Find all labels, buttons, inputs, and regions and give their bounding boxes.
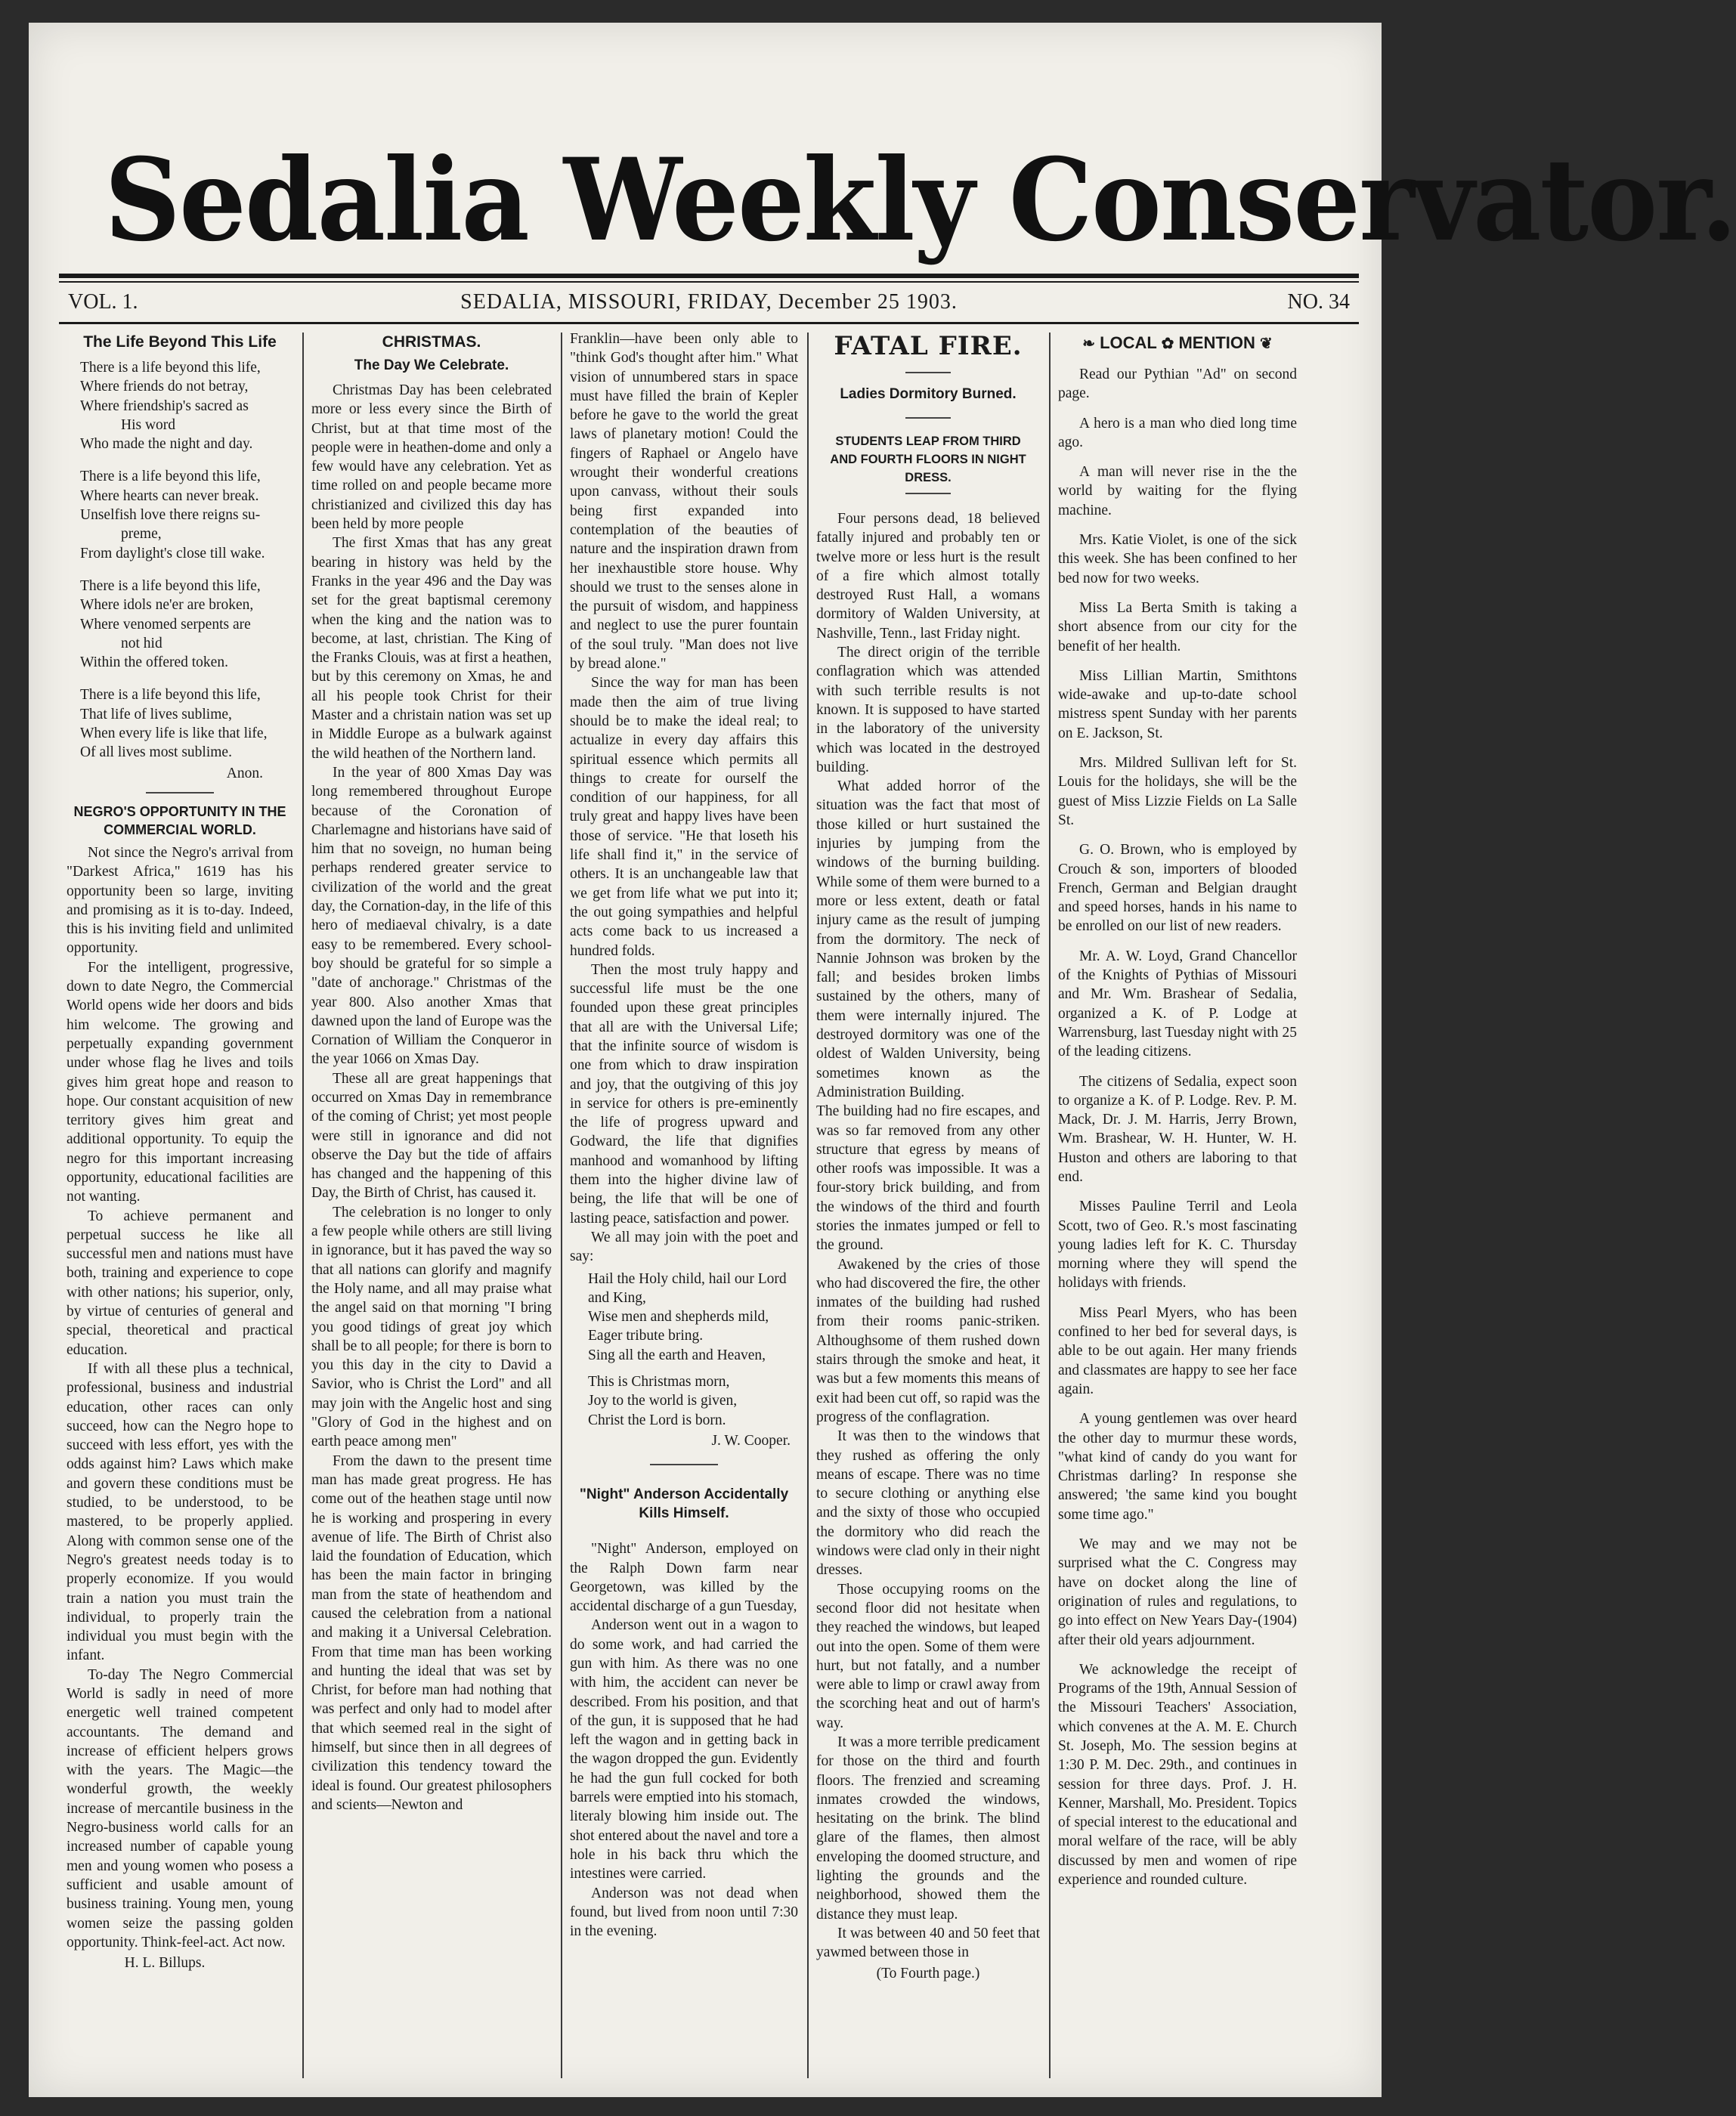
article-headline: FATAL FIRE. [834,331,1023,361]
article-divider [905,493,951,494]
dateline-bar [59,284,1359,320]
column-rule [302,333,304,2078]
dateline-rule [59,322,1359,324]
article-paragraph: It was between 40 and 50 feet that yawmed between those in [816,1925,1040,1961]
ornament-icon: ❦ [1260,336,1273,352]
article-subtitle: Ladies Dormitory Burned. [840,386,1017,402]
poem-line: There is a life beyond this life, [80,687,261,704]
article-paragraph: For the intelligent, progressive, down to date Negro, the Commercial World opens wide her doors and bids him welcome. The growing and perpetually expanding government under whose flag he lives and toils gives him great hope and reason to hope. Our constant acquisition of new territory gives him great and additional opportunity. To equip the negro for this important increasing opportunity, educational facilities are not wanting. [67,959,293,1205]
poem-stanza [80,358,293,453]
newspaper-page [29,23,1736,2097]
article-paragraph: If with all these plus a technical, professional, business and industrial education, other races can only succeed, how can the Negro hope to succeed with less effort, yes with the odds against him? Laws which make and govern these conditions must be studied, to be understood, to be mastered, to be properly applied. Along with common sense one of the Negro's greatest needs today is to properly economize. If you would train a nation you must train the individual, to properly train the individual you must begin with the infant. [67,1360,293,1664]
article-paragraph: "Night" Anderson, employed on the Ralph Down farm near Georgetown, was killed by the accidental discharge of a gun Tuesday, [570,1541,798,1615]
article-divider [905,417,951,419]
article-paragraph: The building had no fire escapes, and was so far removed from any other structure that egress by means of other roofs was impossible. It was a four-story brick building, and from the windows of the third and fourth stories the inmates jumped or fell to the ground. [816,1103,1040,1254]
local-mention-heading [1058,329,1297,357]
poem-line: Wise men and shepherds mild, [588,1309,769,1326]
volume-label: VOL. 1. [68,290,138,314]
column-4 [816,329,1040,2083]
article-title: NEGRO'S OPPORTUNITY IN THE COMMERCIAL WORLD. [73,803,286,837]
article-paragraph: Anderson went out in a wagon to do some work, and had carried the gun with him. As there was no one with him, the accident can never be described. From his position, and that of the gun, it is supposed that he had left the wagon and in getting back in the wagon dropped the gun. Evidently he had the gun full cocked for both barrels were emptied into his stomach, literaly blowing him inside out. The shot entered about the navel and tore a hole in his back thru which the intestines were carried. [570,1617,798,1882]
poem-line: Who made the night and day. [80,436,253,453]
local-item: Mr. A. W. Loyd, Grand Chancellor of the Knights of Pythias of Missouri and Mr. Wm. Brashear of Sedalia, organized a K. of P. Lodge at Warrensburg, last Tuesday night with 25 of the leading citizens. [1058,948,1297,1060]
column-rule [561,333,562,2078]
article-paragraph: Awakened by the cries of those who had discovered the fire, the other inmates of the building had rushed from their rooms panic-striken. Althoughsome of them rushed down stairs through the smoke and heat, it was but a few moments this means of exit had been cut off, so rapid was the progress of the conflagration. [816,1256,1040,1425]
column-2 [311,329,552,2083]
local-heading-word: MENTION [1178,333,1255,352]
article-paragraph: We all may join with the poet and say: [570,1229,798,1265]
local-item: Miss Pearl Myers, who has been confined to her bed for several days, is able to be out again. Her many friends and classmates are happy to see her face again. [1058,1304,1297,1397]
handwritten-signature [933,44,1285,145]
article-paragraph: Then the most truly happy and successful life must be the one founded upon these great principles that all are with the Universal Life; that the infinite source of wisdom is one from which to draw inspiration and joy, that the outgiving of this joy in service for others is pre-eminently the life of progress upward and Godward, the life that dignifies manhood and womanhood by lifting them into the higher divine law of being, the life that will be one of lasting peace, satisfaction and power. [570,961,798,1227]
poem-line: Of all lives most sublime. [80,744,232,761]
local-item: The citizens of Sedalia, expect soon to organize a K. of P. Lodge. Rev. P. M. Mack, Dr. J. M. Harris, Jerry Brown, Wm. Brashear, W. H. Hunter, W. H. Huston and others are laboring to that end. [1058,1073,1297,1185]
ornament-icon: ✿ [1161,336,1174,352]
poem-line: Joy to the world is given, [588,1393,738,1409]
local-item: We acknowledge the receipt of Programs of the 19th, Annual Session of the Missouri Teachers' Association, which convenes at the A. M. E. Church St. Joseph, Mo. The session begins at 1:30 P. M. Dec. 29th., and continues in session for three days. Prof. J. H. Kenner, Marshall, Mo. President. Topics of special interest to the educational and moral welfare of the race, will be ably discussed by men and women of ripe experience and rounded culture. [1058,1661,1297,1889]
article-paragraph: What added horror of the situation was the fact that most of those killed or hurt sustained the injuries by jumping from the windows of the burning building. While some of them were burned to a more or less extent, death or fatal injury came as the result of jumping from the dormitory. The neck of Nannie Johnson was broken by the fall; and besides broken limbs sustained by the others, many of them were internally injured. The destroyed dormitory was one of the oldest of Walden University, being sometimes known as the Administration Building. [816,778,1040,1100]
poem-line: preme, [121,526,162,543]
poem-line: Sing all the earth and Heaven, [588,1347,766,1363]
article-divider [146,792,214,794]
article-deck: STUDENTS LEAP FROM THIRD AND FOURTH FLOORS IN NIGHT DRESS. [830,435,1026,484]
article-paragraph: The direct origin of the terrible conflagration which was attended with such terrible results is not known. It is supposed to have started in the laboratory of the university which was located in the destroyed building. [816,645,1040,775]
local-item: A young gentlemen was over heard the other day to murmur these words, "what kind of candy do you want for Christmas darling? In response she answered; 'the same kind you bought some time ago." [1058,1411,1297,1523]
local-item: Miss La Berta Smith is taking a short absence from our city for the benefit of her health. [1058,599,1297,654]
article-paragraph: In the year of 800 Xmas Day was long remembered throughout Europe because of the Coronation of Charlemagne and historians have said of him that no soveign, no human being perhaps rendered greater service to civilization of the world and the great day, the Cornation-day, in the life of this hero of mediaeval chivalry, is a date easy to be remembered. Every school-boy should be grateful for so simple a "date of anchorage." Christmas of the year 800. Also another Xmas that dawned upon the land of Europe was the Cornation of William the Conqueror in the year 1066 on Xmas Day. [311,764,552,1068]
column-1 [67,329,293,2083]
local-item: A man will never rise in the the world by waiting for the flying machine. [1058,464,1297,518]
poem-stanza [80,577,293,672]
poem-line: There is a life beyond this life, [80,577,261,594]
article-divider [650,1464,718,1465]
local-item: A hero is a man who died long time ago. [1058,415,1297,450]
poem-line: not hid [121,635,162,651]
article-paragraph: Those occupying rooms on the second floor did not hesitate when they reached the windows, but leaped out into the open. Some of them were hurt, but not fatally, and a number were able to limp or crawl away from the scorching heat and out of harm's way. [816,1581,1040,1731]
local-heading-word: LOCAL [1100,333,1157,352]
local-item: Miss Lillian Martin, Smithtons wide-awake and up-to-date school mistress spent Sunday with her parents on E. Jackson, St. [1058,667,1297,741]
article-paragraph: To-day The Negro Commercial World is sadly in need of more energetic well trained competent accountants. The demand and increase of efficient helpers grows with the years. The Magic—the wonderful growth, the weekly increase of mercantile business in the Negro-business world calls for an increased number of capable young men and young women who posess a sufficient and usable amount of business training. Young men, young women seize the passing golden opportunity. Think-feel-act. Act now. [67,1666,293,1950]
poem-line: Where hearts can never break. [80,487,259,504]
article-paragraph: The celebration is no longer to only a few people while others are still living in ignorance, but it has paved the way so that all nations can glorify and magnify the Holy name, and all may praise what the angel said on that morning "I bring you good tidings of great joy which shall be to all people; for there is born to you this day in the city to David a Savior, who is Christ the Lord" and all may join with the Angelic host and sing "Glory of God in the highest and on earth peace among men" [311,1204,552,1450]
dateline: SEDALIA, MISSOURI, FRIDAY, December 25 1903. [460,290,958,314]
article-paragraph: Christmas Day has been celebrated more or less every since the Birth of Christ, but at that time most of the people were in heathen-dome and only a few would have any celebration. Yet as time rolled on and people became more christianized and civilized this day has been held by more people [311,382,552,533]
poem-title: The Life Beyond This Life [83,333,277,351]
column-5 [1058,329,1297,2083]
masthead-title: Sedalia Weekly Conservator. [104,134,1736,267]
poem-line: There is a life beyond this life, [80,360,261,376]
article-paragraph: Franklin—have been only able to "think God's thought after him." What vision of unnumbered stars in space must have filled the brain of Kepler before he gave to the world the great laws of planetary motion! Could the fingers of Raphael or Angelo have wrought their wonderful creations upon canvass, without their souls being first expanded into contemplation of the beauties of nature and the inspiration drawn from her inexhaustible store house. Why should we trust to the senses alone in the pursuit of wisdom, and happiness and neglect to use the purer fountain of the soul truly. "Man does not live by bread alone." [570,331,798,673]
article-signature: H. L. Billups. [124,1955,206,1972]
ornament-icon: ❧ [1082,336,1095,352]
issue-number: NO. 34 [1287,290,1350,314]
poem-line: When every life is like that life, [80,725,268,742]
article-paragraph: Four persons dead, 18 believed fatally injured and probably ten or twelve more or less hurt is the result of a fire which almost totally destroyed Rust Hall, a womans dormitory of Walden University, at Nashville, Tenn., last Friday night. [816,511,1040,642]
article-paragraph: These all are great happenings that occurred on Xmas Day in remembrance of the coming of Christ; yet most people were still in ignorance and did not observe the Day but the tide of affairs has changed and the happening of this Day, the Birth of Christ, has caused it. [311,1070,552,1202]
poem-line: This is Christmas morn, [588,1374,730,1391]
local-item: Misses Pauline Terril and Leola Scott, two of Geo. R.'s most fascinating young ladies left for K. C. Thursday morning where they will spend the holidays with friends. [1058,1199,1297,1292]
article-paragraph: It was then to the windows that they rushed as offering the only means of escape. There was no time to secure clothing or anything else and the sixty of those who occupied the dormitory who did reach the windows were clad only in their night dresses. [816,1428,1040,1579]
poem-line: From daylight's close till wake. [80,545,265,561]
article-paragraph: It was a more terrible predicament for those on the third and fourth floors. The frenzied and screaming inmates crowded the windows, hesitating on the brink. The blind glare of the flames, then almost enveloping the doomed structure, and lighting the grounds and the neighborhood, showed them the distance they must leap. [816,1734,1041,1923]
poem-line: Where friends do not betray, [80,379,249,395]
article-paragraph: Anderson was not dead when found, but lived from noon until 7:30 in the evening. [570,1885,798,1940]
local-item: Mrs. Katie Violet, is one of the sick this week. She has been confined to her bed now for two weeks. [1058,532,1297,586]
poem-stanza [588,1372,798,1430]
poem-line: Christ the Lord is born. [588,1412,726,1428]
masthead-rule-thin [59,281,1359,283]
poem-line: That life of lives sublime, [80,706,232,722]
poem-line: Where idols ne'er are broken, [80,597,254,614]
poem-line: Within the offered token. [80,654,228,671]
local-item: We may and we may not be surprised what the C. Congress may have on docket along the line of origination of rules and regulations, to go into effect on New Years Day-(1904) after their old years adjournment. [1058,1536,1297,1648]
poem-line: Where venomed serpents are [80,616,251,633]
poem-stanza [80,467,293,562]
continued-note: (To Fourth page.) [876,1965,980,1981]
poem-line: His word [121,416,176,433]
article-title: CHRISTMAS. [382,333,481,351]
column-3 [570,329,798,2083]
poem-line: There is a life beyond this life, [80,469,261,485]
poem-signature: Anon. [226,765,263,781]
local-item: Read our Pythian "Ad" on second page. [1058,367,1297,402]
poem-life-beyond [80,358,293,763]
column-rule [807,333,809,2078]
masthead-rule [59,274,1359,278]
poem-line: Hail the Holy child, hail our Lord and King, [588,1270,787,1306]
poem-stanza [80,685,293,762]
article-paragraph: To achieve permanent and perpetual success he like all successful men and nations must have both, training and experience to cope with other nations; his superior, only, by virtue of centuries of general and special, theoretical and practical education. [67,1208,293,1358]
christmas-poem [588,1270,798,1430]
poem-line: Unselfish love there reigns su- [80,507,261,524]
article-paragraph: From the dawn to the present time man has made great progress. He has come out of the heathen stage until now he is working and prospering in every avenue of life. The Birth of Christ also laid the foundation of Education, which has been the main factor in bringing man from the state of heathendom and caused the celebration from a national and making it a Universal Celebration. From that time man has been working and hunting the ideal that was set by Christ, for before man had nothing that was perfect and only had to model after that which seemed real in the sight of himself, but since then in all degrees of civilization this tendency toward the ideal is found. Our greatest philosophers and scients—Newton and [311,1452,552,1813]
article-paragraph: Since the way for man has been made then the aim of true living should be to make the ideal real; to actualize in every day affairs this spiritual essence which permits all things to create for ourself the condition of our happiness, for all truly great and happy lives have been those of service. "He that loseth his life shall find it," in the service of others. It is an unchangeable law that we get from life what we put into it; the out going sympathies and helpful acts come back to us increased a hundred folds. [570,675,798,959]
article-subtitle: The Day We Celebrate. [354,357,509,373]
article-paragraph: Not since the Negro's arrival from "Darkest Africa," 1619 has his opportunity been so large, inviting and promising as it is to-day. Indeed, this is his inviting field and unlimited opportunity. [67,844,293,957]
poem-stanza [588,1270,798,1365]
article-signature: J. W. Cooper. [711,1432,791,1449]
article-paragraph: The first Xmas that has any great bearing in history was held by the Franks in the year 496 and the Day was set for the great baptismal ceremony when the king and the nation was to become, at last, christian. The King of the Franks Clouis, was at first a heathen, but by this ceremony on Xmas, he and all his people took Christ for their Master and a christain nation was set up in Middle Europe as a bulwark against the wild heathen of the Northern land. [311,535,552,762]
local-item: G. O. Brown, who is employed by Crouch & son, importers of blooded French, German and Belgian draught and speed horses, hands in his name to be enrolled on our list of new readers. [1058,842,1297,935]
poem-line: Eager tribute bring. [588,1328,704,1344]
article-divider [905,372,951,373]
column-rule [1049,333,1051,2078]
local-item: Mrs. Mildred Sullivan left for St. Louis for the holidays, she will be the guest of Miss Lizzie Fields on La Salle St. [1058,755,1297,828]
article-title: "Night" Anderson Accidentally Kills Himself. [579,1486,789,1522]
poem-line: Where friendship's sacred as [80,398,249,414]
